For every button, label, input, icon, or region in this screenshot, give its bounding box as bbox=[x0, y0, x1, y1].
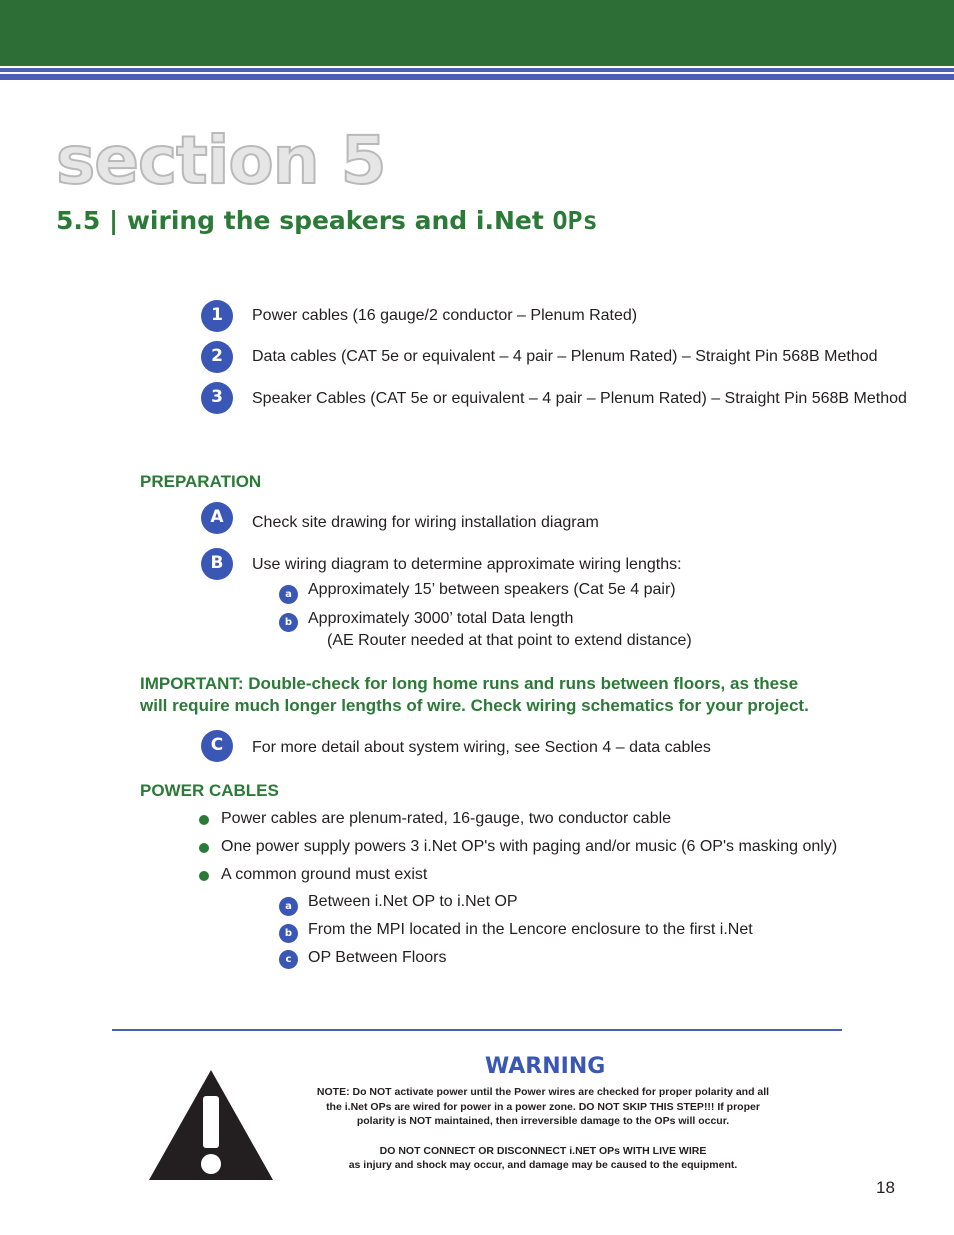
subtitle-ops: OPs bbox=[552, 206, 598, 235]
important-line-1: IMPORTANT: Double-check for long home runs and runs between floors, as these bbox=[140, 674, 799, 693]
step-b-sub-a-text: Approximately 15’ between speakers (Cat 5e 4 pair) bbox=[308, 581, 676, 598]
warning-line-3: polarity is NOT maintained, then irreversible damage to the OPs will occur. bbox=[356, 1115, 730, 1128]
header-green-bar bbox=[0, 0, 954, 66]
header-blue-stripe-bottom bbox=[0, 74, 954, 80]
page-number: 18 bbox=[876, 1178, 895, 1197]
warning-line-1: NOTE: Do NOT activate power until the Power wires are checked for proper polarity and all bbox=[316, 1086, 770, 1098]
power-sub-c-badge: c bbox=[279, 950, 298, 969]
power-bullet-2: One power supply powers 3 i.Net OP's with paging and/or music (6 OP's masking only) bbox=[221, 838, 838, 855]
power-sub-b-badge: b bbox=[279, 924, 298, 943]
step-a-text: Check site drawing for wiring installation diagram bbox=[252, 514, 599, 531]
step-b-badge: B bbox=[201, 548, 233, 580]
bullet-dot bbox=[199, 871, 209, 881]
power-sub-a-text: Between i.Net OP to i.Net OP bbox=[308, 893, 518, 910]
cable-2-badge: 2 bbox=[201, 341, 233, 373]
warning-text bbox=[288, 1085, 798, 1173]
step-c-text: For more detail about system wiring, see Section 4 – data cables bbox=[252, 739, 711, 756]
power-cables-heading: POWER CABLES bbox=[140, 781, 279, 800]
power-bullet-3: A common ground must exist bbox=[221, 866, 428, 883]
cable-2-text: Data cables (CAT 5e or equivalent – 4 pair – Plenum Rated) – Straight Pin 568B Method bbox=[252, 348, 878, 365]
step-b-sub-a-badge: a bbox=[279, 585, 298, 604]
important-note bbox=[140, 673, 840, 717]
warning-line-2: the i.Net OPs are wired for power in a power zone. DO NOT SKIP THIS STEP!!! If proper bbox=[326, 1100, 760, 1113]
cable-3-text: Speaker Cables (CAT 5e or equivalent – 4 pair – Plenum Rated) – Straight Pin 568B Method bbox=[252, 390, 907, 407]
power-sub-b-text: From the MPI located in the Lencore enclosure to the first i.Net bbox=[308, 921, 753, 938]
power-sub-a-badge: a bbox=[279, 897, 298, 916]
warning-line-4: DO NOT CONNECT OR DISCONNECT i.NET OPs WITH LIVE WIRE bbox=[379, 1144, 707, 1157]
cable-1-text: Power cables (16 gauge/2 conductor – Plenum Rated) bbox=[252, 307, 638, 324]
subtitle-main: 5.5 | wiring the speakers and i.Net bbox=[56, 206, 553, 235]
step-b-sub-b-note: (AE Router needed at that point to extend distance) bbox=[327, 632, 692, 649]
step-b-sub-b-text: Approximately 3000’ total Data length bbox=[308, 610, 574, 627]
warning-triangle-icon bbox=[147, 1068, 275, 1182]
cable-1-badge: 1 bbox=[201, 300, 233, 332]
step-b-sub-b-badge: b bbox=[279, 613, 298, 632]
warning-divider bbox=[112, 1029, 842, 1031]
power-bullet-1: Power cables are plenum-rated, 16-gauge, two conductor cable bbox=[221, 810, 672, 827]
cable-3-badge: 3 bbox=[201, 382, 233, 414]
bullet-dot bbox=[199, 815, 209, 825]
step-c-badge: C bbox=[201, 730, 233, 762]
page-subtitle bbox=[56, 206, 598, 236]
step-b-text: Use wiring diagram to determine approximate wiring lengths: bbox=[252, 556, 682, 573]
bullet-dot bbox=[199, 843, 209, 853]
power-sub-c-text: OP Between Floors bbox=[308, 949, 447, 966]
important-line-2: will require much longer lengths of wire. Check wiring schematics for your project. bbox=[140, 696, 809, 715]
warning-line-5: as injury and shock may occur, and damage may be caused to the equipment. bbox=[348, 1159, 738, 1172]
step-a-badge: A bbox=[201, 502, 233, 534]
section-title: section 5 bbox=[56, 122, 386, 199]
warning-title: WARNING bbox=[485, 1054, 606, 1079]
preparation-heading: PREPARATION bbox=[140, 472, 262, 491]
